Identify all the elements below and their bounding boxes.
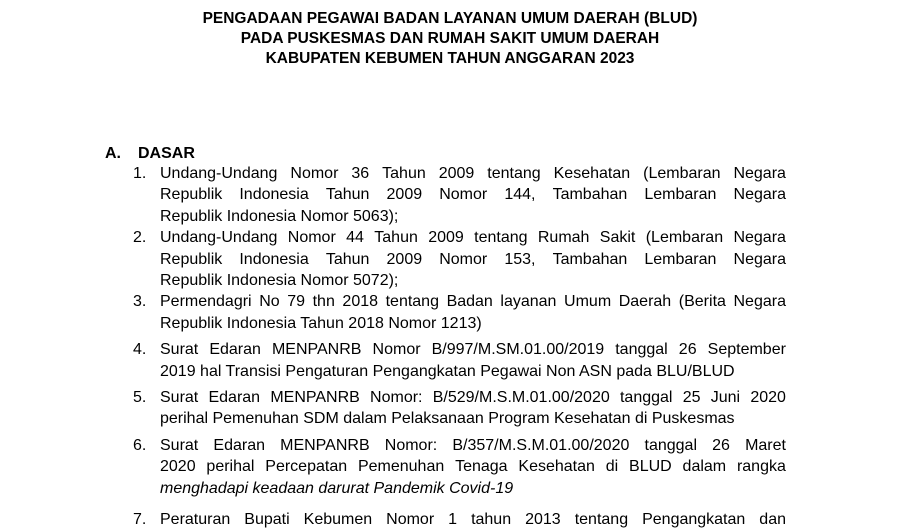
list-item-number: 3.: [133, 293, 147, 311]
section-heading-text: DASAR: [138, 145, 195, 162]
list-item-1: [133, 163, 786, 227]
list-item-line: Surat Edaran MENPANRB Nomor: B/529/M.S.M.01.00/2020 tanggal 25 Juni 2020: [160, 389, 786, 407]
list-item-line: Republik Indonesia Nomor 5063);: [160, 207, 399, 225]
list-item-line: Undang-Undang Nomor 36 Tahun 2009 tentang Kesehatan (Lembaran Negara: [160, 165, 786, 182]
list-item-number: 2.: [133, 229, 147, 247]
document-title: [0, 9, 900, 69]
title-line-2: PADA PUSKESMAS DAN RUMAH SAKIT UMUM DAERAH: [240, 30, 660, 47]
list-item-2: [133, 227, 786, 291]
list-item-line: Republik Indonesia Tahun 2018 Nomor 1213): [160, 314, 482, 332]
title-line-3: KABUPATEN KEBUMEN TAHUN ANGGARAN 2023: [265, 50, 635, 67]
list-item-number: 1.: [133, 165, 147, 182]
section-letter: A.: [105, 145, 121, 162]
list-item-4: [133, 339, 786, 382]
list-item-number: 6.: [133, 436, 147, 454]
list-item-line: Republik Indonesia Nomor 5072);: [160, 272, 399, 290]
legal-basis-list: [133, 163, 786, 531]
list-item-line: perihal Pemenuhan SDM dalam Pelaksanaan Program Kesehatan di Puskesmas: [160, 410, 735, 428]
list-item-line: Peraturan Bupati Kebumen Nomor 1 tahun 2013 tentang Pengangkatan dan: [160, 511, 786, 529]
list-item-6: [133, 435, 786, 499]
list-item-line: 2020 perihal Percepatan Pemenuhan Tenaga Kesehatan di BLUD dalam rangka: [160, 458, 786, 476]
list-item-line: Undang-Undang Nomor 44 Tahun 2009 tentang Rumah Sakit (Lembaran Negara: [160, 229, 786, 247]
list-item-line: Republik Indonesia Tahun 2009 Nomor 144, Tambahan Lembaran Negara: [160, 186, 786, 204]
list-item-line: menghadapi keadaan darurat Pandemik Covid-19: [160, 479, 514, 497]
list-item-line: Republik Indonesia Tahun 2009 Nomor 153, Tambahan Lembaran Negara: [160, 250, 786, 268]
list-item-number: 7.: [133, 511, 147, 529]
list-item-line: Surat Edaran MENPANRB Nomor: B/357/M.S.M.01.00/2020 tanggal 26 Maret: [160, 436, 786, 454]
list-item-line: Permendagri No 79 thn 2018 tentang Badan layanan Umum Daerah (Berita Negara: [160, 293, 786, 311]
list-item-number: 5.: [133, 389, 147, 407]
list-item-7: [133, 509, 786, 530]
list-item-line: 2019 hal Transisi Pengaturan Pengangkatan Pegawai Non ASN pada BLU/BLUD: [160, 362, 735, 380]
section-heading: [105, 143, 195, 165]
list-item-5: [133, 387, 786, 430]
list-item-line: Surat Edaran MENPANRB Nomor B/997/M.SM.01.00/2019 tanggal 26 September: [160, 341, 786, 359]
list-item-number: 4.: [133, 341, 147, 359]
title-line-1: PENGADAAN PEGAWAI BADAN LAYANAN UMUM DAERAH (BLUD): [202, 10, 698, 27]
list-item-3: [133, 291, 786, 334]
